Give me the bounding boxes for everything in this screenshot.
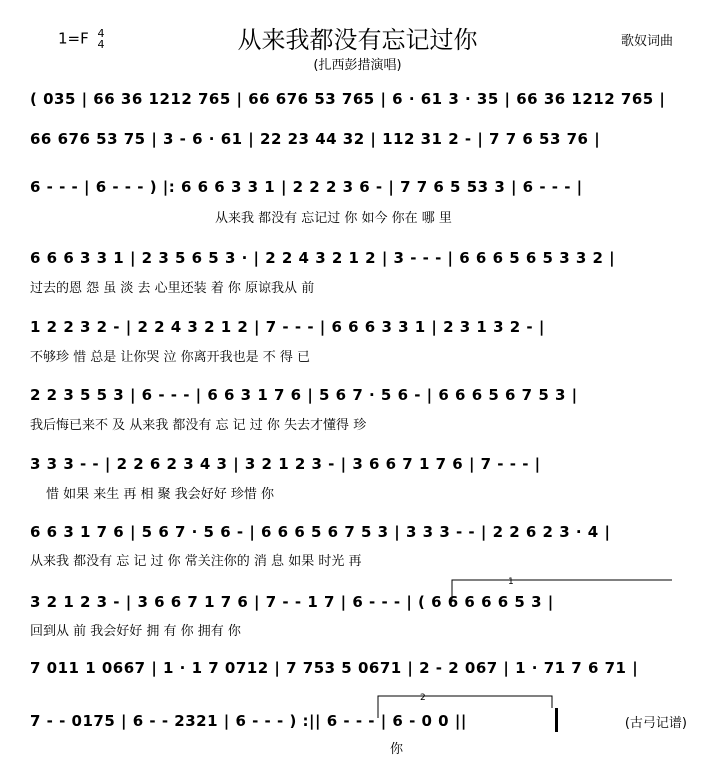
notation-row-9: 3 2 1 2 3 - | 3 6 6 7 1 7 6 | 7 - - 1 7 | 6 - - - | ( 6 6 6 6 6 5 3 | <box>30 593 554 611</box>
notation-row-8: 6 6 3 1 7 6 | 5 6 7 · 5 6 - | 6 6 6 5 6 7 5 3 | 3 3 3 - - | 2 2 6 2 3 · 4 | <box>30 523 611 541</box>
notation-row-11: 7 - - 0175 | 6 - - 2321 | 6 - - - ) :|| 6 - - - | 6 - 0 0 || <box>30 712 467 730</box>
final-barline <box>555 708 558 732</box>
lyric-row-11: 你 <box>390 742 404 757</box>
lyric-row-7: 惜 如果 来生 再 相 聚 我会好好 珍惜 你 <box>46 487 275 502</box>
time-denominator: 4 <box>97 38 105 51</box>
notation-row-6: 2 2 3 5 5 3 | 6 - - - | 6 6 3 1 7 6 | 5 6 7 · 5 6 - | 6 6 6 5 6 7 5 3 | <box>30 386 578 404</box>
recorder-credit: (古弓记谱) <box>624 716 687 731</box>
song-subtitle: (扎西彭措演唱) <box>313 58 402 73</box>
volta-2-bracket <box>378 696 552 718</box>
notation-row-4: 6 6 6 3 3 1 | 2 3 5 6 5 3 · | 2 2 4 3 2 1 2 | 3 - - - | 6 6 6 5 6 5 3 3 2 | <box>30 249 616 267</box>
lyric-row-9: 回到从 前 我会好好 拥 有 你 拥有 你 <box>30 624 241 639</box>
volta-1-number: 1 <box>508 577 514 587</box>
time-numerator: 4 <box>97 27 105 40</box>
lyric-row-8: 从来我 都没有 忘 记 过 你 常关注你的 消 息 如果 时光 再 <box>30 554 362 569</box>
lyric-row-4: 过去的恩 怨 虽 淡 去 心里还装 着 你 原谅我从 前 <box>30 281 315 296</box>
song-title: 从来我都没有忘记过你 <box>237 26 478 54</box>
lyric-row-6: 我后悔已来不 及 从来我 都没有 忘 记 过 你 失去才懂得 珍 <box>30 418 367 433</box>
notation-row-2: 66 676 53 75 | 3 - 6 · 61 | 22 23 44 32 | 112 31 2 - | 7 7 6 53 76 | <box>30 130 601 148</box>
notation-row-3: 6 - - - | 6 - - - ) |: 6 6 6 3 3 1 | 2 2 2 3 6 - | 7 7 6 5 53 3 | 6 - - - | <box>30 178 583 196</box>
notation-row-1: ( 035 | 66 36 1212 765 | 66 676 53 765 | 6 · 61 3 · 35 | 66 36 1212 765 | <box>30 90 666 108</box>
song-credits: 歌奴词曲 <box>620 34 673 49</box>
volta-1-bracket <box>452 580 672 600</box>
key-text: 1=F <box>58 29 89 48</box>
notation-row-5: 1 2 2 3 2 - | 2 2 4 3 2 1 2 | 7 - - - | 6 6 6 3 3 1 | 2 3 1 3 2 - | <box>30 318 545 336</box>
volta-2-number: 2 <box>420 693 426 703</box>
lyric-row-5: 不够珍 惜 总是 让你哭 泣 你离开我也是 不 得 已 <box>30 350 311 365</box>
lyric-row-3: 从来我 都没有 忘记过 你 如今 你在 哪 里 <box>215 211 452 226</box>
notation-row-7: 3 3 3 - - | 2 2 6 2 3 4 3 | 3 2 1 2 3 - | 3 6 6 7 1 7 6 | 7 - - - | <box>30 455 541 473</box>
notation-row-10: 7 011 1 0667 | 1 · 1 7 0712 | 7 753 5 0671 | 2 - 2 067 | 1 · 71 7 6 71 | <box>30 659 639 677</box>
